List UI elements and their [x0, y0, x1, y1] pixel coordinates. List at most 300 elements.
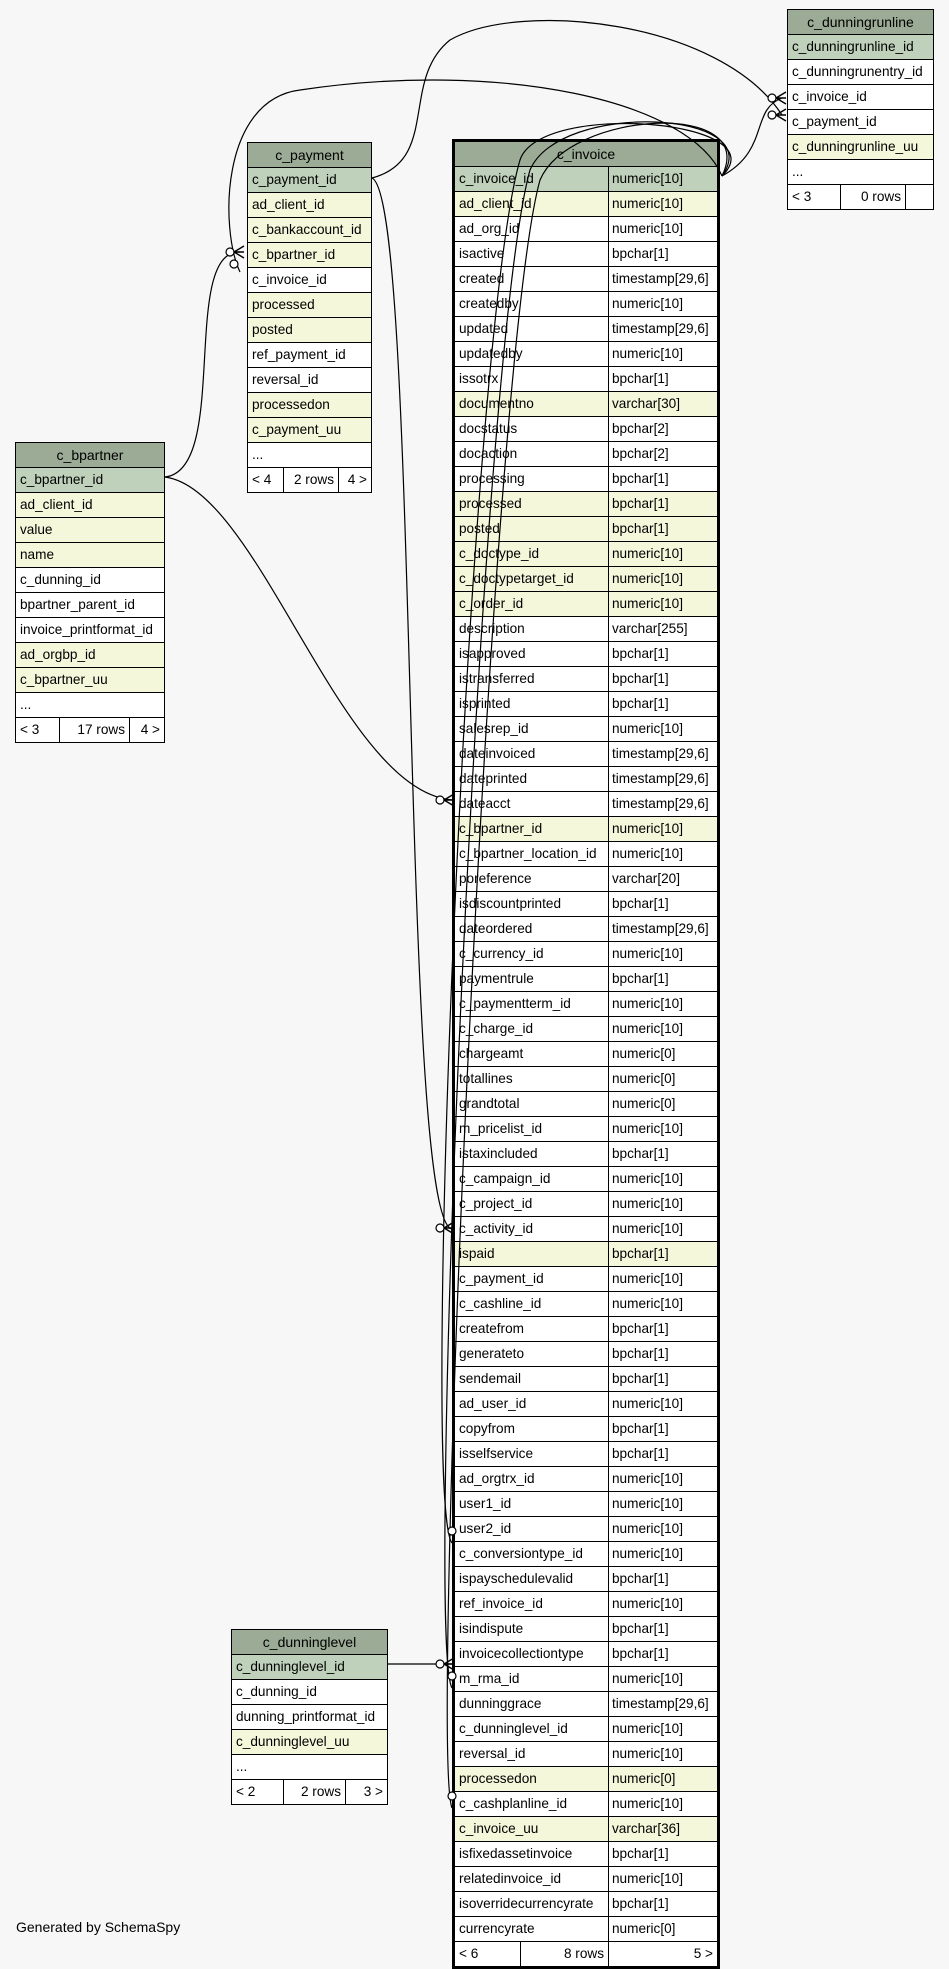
column-type: varchar[30]	[612, 396, 681, 411]
table-row[interactable]	[455, 392, 717, 417]
table-row[interactable]	[232, 1705, 387, 1730]
column-type: bpchar[1]	[612, 1646, 669, 1661]
column-type: numeric[0]	[612, 1921, 676, 1936]
table-row[interactable]	[455, 1067, 717, 1092]
column-type: numeric[10]	[612, 1221, 684, 1236]
column-name: ispaid	[455, 1242, 609, 1266]
table-row[interactable]	[16, 468, 164, 493]
column-name: c_dunninglevel_uu	[236, 1734, 350, 1749]
table-row[interactable]	[455, 1617, 717, 1642]
column-name: c_invoice_uu	[455, 1817, 609, 1841]
table-row[interactable]	[248, 368, 371, 393]
table-row[interactable]	[455, 967, 717, 992]
column-name: c_doctype_id	[455, 542, 609, 566]
column-type: bpchar[1]	[612, 1621, 669, 1636]
table-row[interactable]	[248, 168, 371, 193]
column-type: bpchar[1]	[612, 1246, 669, 1261]
column-name: istransferred	[455, 667, 609, 691]
column-type: bpchar[1]	[612, 1146, 669, 1161]
column-type: numeric[0]	[612, 1771, 676, 1786]
table-row[interactable]	[455, 217, 717, 242]
table-row[interactable]	[455, 317, 717, 342]
column-type: varchar[20]	[612, 871, 681, 886]
column-name: invoice_printformat_id	[20, 622, 153, 637]
column-type: bpchar[1]	[612, 1896, 669, 1911]
column-name: docstatus	[455, 417, 609, 441]
column-type: timestamp[29,6]	[612, 921, 709, 936]
column-name: posted	[455, 517, 609, 541]
table-row[interactable]	[788, 110, 933, 135]
column-name: c_bpartner_id	[252, 247, 336, 262]
table-row[interactable]	[248, 318, 371, 343]
table-row[interactable]	[455, 1317, 717, 1342]
column-type: varchar[36]	[612, 1821, 681, 1836]
column-type: numeric[10]	[612, 546, 684, 561]
table-title: c_bpartner	[16, 443, 164, 468]
table-row[interactable]	[455, 367, 717, 392]
column-type: numeric[10]	[612, 1021, 684, 1036]
column-name: c_payment_id	[252, 172, 337, 187]
column-type: numeric[10]	[612, 946, 684, 961]
column-type: numeric[10]	[612, 1796, 684, 1811]
table-row[interactable]	[455, 1242, 717, 1267]
column-name: dunninggrace	[455, 1692, 609, 1716]
column-type: numeric[10]	[612, 721, 684, 736]
table-row[interactable]	[16, 493, 164, 518]
column-name: description	[455, 617, 609, 641]
table-row[interactable]	[455, 1592, 717, 1617]
column-type: numeric[10]	[612, 1396, 684, 1411]
column-name: c_dunninglevel_id	[455, 1717, 609, 1741]
footer-children[interactable]	[906, 185, 933, 209]
table-row[interactable]	[455, 267, 717, 292]
table-row[interactable]	[455, 1842, 717, 1867]
column-name: dunning_printformat_id	[236, 1709, 376, 1724]
column-type: numeric[10]	[612, 1271, 684, 1286]
column-type: numeric[10]	[612, 221, 684, 236]
table-footer	[788, 185, 933, 209]
column-name: ref_invoice_id	[455, 1592, 609, 1616]
column-name: created	[455, 267, 609, 291]
table-row[interactable]	[455, 292, 717, 317]
column-name: c_invoice_id	[792, 89, 867, 104]
column-name: c_dunningrunentry_id	[792, 64, 923, 79]
table-row[interactable]	[455, 1667, 717, 1692]
column-type: bpchar[1]	[612, 521, 669, 536]
column-name: c_doctypetarget_id	[455, 567, 609, 591]
footer-parents[interactable]: < 3	[788, 185, 841, 209]
table-row[interactable]	[16, 593, 164, 618]
table-row[interactable]	[455, 1017, 717, 1042]
column-name: processed	[455, 492, 609, 516]
table-row[interactable]	[455, 692, 717, 717]
table-row[interactable]	[455, 517, 717, 542]
footer-parents[interactable]: < 6	[455, 1942, 521, 1966]
table-row[interactable]	[455, 417, 717, 442]
footer-parents[interactable]: < 4	[248, 468, 284, 492]
footer-children[interactable]: 4 >	[347, 472, 367, 487]
table-footer	[455, 1942, 717, 1966]
table-row[interactable]	[455, 1817, 717, 1842]
column-type: timestamp[29,6]	[612, 746, 709, 761]
table-row[interactable]	[455, 1217, 717, 1242]
table-row[interactable]	[455, 1292, 717, 1317]
table-row[interactable]	[455, 1767, 717, 1792]
table-row[interactable]	[455, 1917, 717, 1942]
column-name: copyfrom	[455, 1417, 609, 1441]
table-row[interactable]	[455, 1117, 717, 1142]
table-row[interactable]	[455, 892, 717, 917]
column-name: user2_id	[455, 1517, 609, 1541]
table-row[interactable]	[455, 1042, 717, 1067]
footer-parents[interactable]: < 3	[16, 718, 60, 742]
column-name: c_charge_id	[455, 1017, 609, 1041]
column-type: bpchar[1]	[612, 246, 669, 261]
edge-invoice-to-dunningrunline	[722, 98, 782, 176]
column-name: isselfservice	[455, 1442, 609, 1466]
column-name: c_bpartner_uu	[20, 672, 108, 687]
table-row[interactable]	[16, 568, 164, 593]
column-type: numeric[10]	[612, 346, 684, 361]
table-row[interactable]	[16, 693, 164, 718]
table-c-bpartner[interactable]	[15, 442, 165, 743]
table-row[interactable]	[248, 393, 371, 418]
column-type: numeric[10]	[612, 1196, 684, 1211]
column-name: c_invoice_id	[455, 167, 609, 191]
table-row[interactable]	[455, 1342, 717, 1367]
column-type: bpchar[1]	[612, 671, 669, 686]
column-type: numeric[10]	[612, 1296, 684, 1311]
column-type: bpchar[1]	[612, 1446, 669, 1461]
column-type: numeric[10]	[612, 596, 684, 611]
column-name: c_dunningrunline_uu	[792, 139, 919, 154]
column-name: c_dunning_id	[20, 572, 101, 587]
column-type: bpchar[1]	[612, 646, 669, 661]
column-name: isfixedassetinvoice	[455, 1842, 609, 1866]
table-row[interactable]	[16, 518, 164, 543]
column-name: c_order_id	[455, 592, 609, 616]
table-row[interactable]	[455, 192, 717, 217]
table-row[interactable]	[248, 343, 371, 368]
footer-children[interactable]: 4 >	[140, 722, 160, 737]
footer-children[interactable]: 5 >	[693, 1946, 713, 1961]
table-row[interactable]	[455, 1442, 717, 1467]
column-name: createfrom	[455, 1317, 609, 1341]
table-footer	[16, 718, 164, 742]
column-name: dateacct	[455, 792, 609, 816]
column-type: bpchar[1]	[612, 1346, 669, 1361]
table-row[interactable]	[455, 717, 717, 742]
column-name: isprinted	[455, 692, 609, 716]
column-name: ad_user_id	[455, 1392, 609, 1416]
column-type: numeric[10]	[612, 996, 684, 1011]
table-row[interactable]	[455, 617, 717, 642]
table-row[interactable]	[455, 1792, 717, 1817]
column-name: createdby	[455, 292, 609, 316]
column-type: numeric[10]	[612, 1496, 684, 1511]
column-name: ad_client_id	[252, 197, 325, 212]
table-row[interactable]	[455, 1192, 717, 1217]
column-name: totallines	[455, 1067, 609, 1091]
column-name: c_payment_id	[455, 1267, 609, 1291]
column-type: varchar[255]	[612, 621, 688, 636]
column-name: currencyrate	[455, 1917, 609, 1941]
table-row[interactable]	[16, 543, 164, 568]
footer-parents[interactable]: < 2	[232, 1780, 284, 1804]
table-row[interactable]	[788, 60, 933, 85]
table-row[interactable]	[455, 492, 717, 517]
table-row[interactable]	[455, 817, 717, 842]
table-row[interactable]	[455, 542, 717, 567]
column-name: isindispute	[455, 1617, 609, 1641]
table-c-dunningrunline[interactable]	[787, 9, 934, 210]
column-type: timestamp[29,6]	[612, 271, 709, 286]
table-row[interactable]	[248, 443, 371, 468]
column-name: c_payment_uu	[252, 422, 342, 437]
column-name: dateprinted	[455, 767, 609, 791]
column-type: numeric[10]	[612, 1671, 684, 1686]
column-name: chargeamt	[455, 1042, 609, 1066]
column-name: ...	[792, 164, 804, 179]
table-row[interactable]	[455, 442, 717, 467]
table-row[interactable]	[455, 1167, 717, 1192]
table-row[interactable]	[455, 467, 717, 492]
column-name: reversal_id	[455, 1742, 609, 1766]
table-row[interactable]	[455, 1692, 717, 1717]
column-type: bpchar[1]	[612, 371, 669, 386]
table-row[interactable]	[248, 268, 371, 293]
table-row[interactable]	[455, 1542, 717, 1567]
column-name: c_paymentterm_id	[455, 992, 609, 1016]
table-row[interactable]	[455, 842, 717, 867]
column-name: paymentrule	[455, 967, 609, 991]
column-type: numeric[10]	[612, 196, 684, 211]
table-footer	[232, 1780, 387, 1804]
table-row[interactable]	[232, 1680, 387, 1705]
column-name: poreference	[455, 867, 609, 891]
column-name: invoicecollectiontype	[455, 1642, 609, 1666]
column-name: isapproved	[455, 642, 609, 666]
column-name: ...	[20, 697, 32, 712]
table-footer	[248, 468, 371, 492]
column-name: m_pricelist_id	[455, 1117, 609, 1141]
column-type: bpchar[1]	[612, 971, 669, 986]
table-row[interactable]	[455, 1417, 717, 1442]
column-name: value	[20, 522, 53, 537]
table-row[interactable]	[232, 1755, 387, 1780]
column-type: numeric[10]	[612, 821, 684, 836]
column-name: issotrx	[455, 367, 609, 391]
column-name: ref_payment_id	[252, 347, 346, 362]
edge-payment-to-invoice	[372, 178, 452, 1229]
column-name: c_bpartner_location_id	[455, 842, 609, 866]
column-name: processing	[455, 467, 609, 491]
column-type: numeric[10]	[612, 296, 684, 311]
table-row[interactable]	[455, 1567, 717, 1592]
footer-rows: 8 rows	[521, 1942, 609, 1966]
table-c-dunninglevel[interactable]	[231, 1629, 388, 1805]
table-row[interactable]	[16, 618, 164, 643]
footer-rows: 0 rows	[841, 185, 906, 209]
table-row[interactable]	[232, 1730, 387, 1755]
table-row[interactable]	[16, 643, 164, 668]
column-type: bpchar[1]	[612, 1371, 669, 1386]
table-row[interactable]	[455, 792, 717, 817]
column-type: numeric[10]	[612, 1471, 684, 1486]
table-c-invoice[interactable]	[452, 139, 720, 1969]
table-row[interactable]	[455, 1467, 717, 1492]
column-name: ad_orgbp_id	[20, 647, 96, 662]
column-name: c_conversiontype_id	[455, 1542, 609, 1566]
column-name: ispayschedulevalid	[455, 1567, 609, 1591]
column-name: c_dunningrunline_id	[792, 39, 914, 54]
table-row[interactable]	[248, 243, 371, 268]
column-name: generateto	[455, 1342, 609, 1366]
column-name: ad_orgtrx_id	[455, 1467, 609, 1491]
column-name: dateordered	[455, 917, 609, 941]
edge-bpartner-to-invoice	[165, 477, 452, 800]
column-type: numeric[10]	[612, 1871, 684, 1886]
footer-rows: 2 rows	[284, 1780, 346, 1804]
table-title: c_dunningrunline	[788, 10, 933, 35]
table-row[interactable]	[455, 1642, 717, 1667]
table-row[interactable]	[248, 193, 371, 218]
column-name: ad_org_id	[455, 217, 609, 241]
column-type: numeric[0]	[612, 1046, 676, 1061]
column-type: numeric[10]	[612, 846, 684, 861]
column-type: timestamp[29,6]	[612, 771, 709, 786]
table-row[interactable]	[455, 992, 717, 1017]
table-row[interactable]	[455, 1392, 717, 1417]
table-row[interactable]	[455, 1517, 717, 1542]
table-row[interactable]	[788, 35, 933, 60]
column-type: numeric[10]	[612, 1521, 684, 1536]
table-row[interactable]	[248, 418, 371, 443]
column-type: numeric[10]	[612, 1121, 684, 1136]
table-row[interactable]	[248, 218, 371, 243]
column-type: bpchar[1]	[612, 1846, 669, 1861]
column-name: updatedby	[455, 342, 609, 366]
column-name: processedon	[455, 1767, 609, 1791]
footer-children[interactable]: 3 >	[363, 1784, 383, 1799]
column-type: numeric[10]	[612, 1171, 684, 1186]
column-name: c_campaign_id	[455, 1167, 609, 1191]
column-name: reversal_id	[252, 372, 319, 387]
column-type: bpchar[2]	[612, 421, 669, 436]
column-name: isactive	[455, 242, 609, 266]
column-name: documentno	[455, 392, 609, 416]
column-name: processedon	[252, 397, 330, 412]
table-title: c_dunninglevel	[232, 1630, 387, 1655]
column-name: user1_id	[455, 1492, 609, 1516]
column-name: istaxincluded	[455, 1142, 609, 1166]
column-type: timestamp[29,6]	[612, 796, 709, 811]
table-row[interactable]	[788, 160, 933, 185]
table-row[interactable]	[455, 1492, 717, 1517]
column-type: numeric[10]	[612, 171, 684, 186]
column-name: c_dunninglevel_id	[236, 1659, 345, 1674]
column-name: ad_client_id	[455, 192, 609, 216]
column-name: c_currency_id	[455, 942, 609, 966]
column-name: isoverridecurrencyrate	[455, 1892, 609, 1916]
table-row[interactable]	[455, 667, 717, 692]
column-name: c_cashline_id	[455, 1292, 609, 1316]
footer-rows: 2 rows	[284, 468, 339, 492]
table-row[interactable]	[455, 1742, 717, 1767]
table-row[interactable]	[455, 1892, 717, 1917]
column-name: c_bpartner_id	[20, 472, 104, 487]
column-name: posted	[252, 322, 293, 337]
column-type: bpchar[1]	[612, 896, 669, 911]
table-row[interactable]	[788, 135, 933, 160]
column-type: bpchar[1]	[612, 1321, 669, 1336]
column-type: timestamp[29,6]	[612, 1696, 709, 1711]
column-type: bpchar[1]	[612, 496, 669, 511]
table-row[interactable]	[455, 1142, 717, 1167]
table-row[interactable]	[455, 642, 717, 667]
table-row[interactable]	[455, 242, 717, 267]
column-name: ...	[252, 447, 264, 462]
table-row[interactable]	[455, 567, 717, 592]
column-name: ad_client_id	[20, 497, 93, 512]
table-row[interactable]	[455, 767, 717, 792]
table-c-payment[interactable]	[247, 142, 372, 493]
table-row[interactable]	[455, 742, 717, 767]
table-row[interactable]	[455, 342, 717, 367]
table-row[interactable]	[455, 1367, 717, 1392]
column-type: bpchar[1]	[612, 1571, 669, 1586]
table-row[interactable]	[455, 1717, 717, 1742]
table-row[interactable]	[455, 592, 717, 617]
table-row[interactable]	[16, 668, 164, 693]
table-row[interactable]	[455, 867, 717, 892]
table-row[interactable]	[455, 917, 717, 942]
column-type: timestamp[29,6]	[612, 321, 709, 336]
table-title: c_payment	[248, 143, 371, 168]
column-type: numeric[10]	[612, 1746, 684, 1761]
table-row[interactable]	[455, 1092, 717, 1117]
table-row[interactable]	[455, 1867, 717, 1892]
column-name: c_project_id	[455, 1192, 609, 1216]
column-type: bpchar[2]	[612, 446, 669, 461]
column-type: numeric[10]	[612, 1721, 684, 1736]
table-row[interactable]	[248, 293, 371, 318]
column-name: processed	[252, 297, 315, 312]
column-name: updated	[455, 317, 609, 341]
column-name: c_payment_id	[792, 114, 877, 129]
table-row[interactable]	[455, 942, 717, 967]
column-type: numeric[10]	[612, 1546, 684, 1561]
column-name: c_cashplanline_id	[455, 1792, 609, 1816]
column-name: bpartner_parent_id	[20, 597, 135, 612]
column-type: numeric[0]	[612, 1071, 676, 1086]
column-type: numeric[10]	[612, 1596, 684, 1611]
column-name: c_invoice_id	[252, 272, 327, 287]
column-name: m_rma_id	[455, 1667, 609, 1691]
column-name: c_bankaccount_id	[252, 222, 362, 237]
column-name: name	[20, 547, 55, 562]
table-title: c_invoice	[455, 142, 717, 167]
column-name: salesrep_id	[455, 717, 609, 741]
edge-bpartner-to-payment	[165, 252, 240, 477]
table-row[interactable]	[788, 85, 933, 110]
column-name: c_bpartner_id	[455, 817, 609, 841]
column-name: isdiscountprinted	[455, 892, 609, 916]
table-row[interactable]	[455, 167, 717, 192]
table-row[interactable]	[455, 1267, 717, 1292]
table-row[interactable]	[232, 1655, 387, 1680]
column-type: numeric[0]	[612, 1096, 676, 1111]
